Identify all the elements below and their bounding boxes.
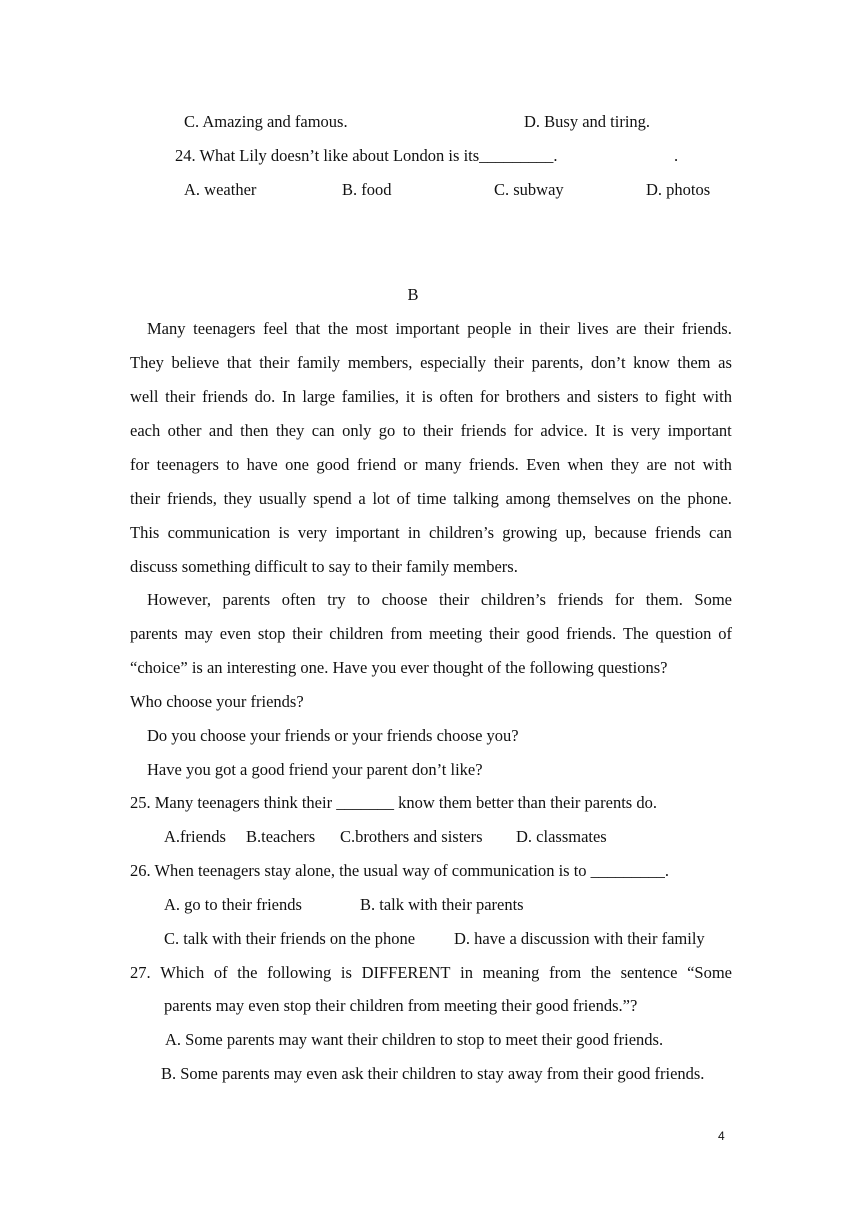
q23-option-c: C. Amazing and famous. bbox=[184, 112, 348, 131]
q26-option-b: B. talk with their parents bbox=[360, 895, 524, 914]
q25-option-c: C.brothers and sisters bbox=[340, 827, 483, 846]
para1-line: They believe that their family members, especially their parents, don’t know them as bbox=[130, 353, 732, 372]
q24-option-c: C. subway bbox=[494, 180, 564, 199]
para1-line: for teenagers to have one good friend or many friends. Even when they are not with bbox=[130, 455, 732, 474]
q26-option-a: A. go to their friends bbox=[164, 895, 302, 914]
para1-line: This communication is very important in children’s growing up, because friends can bbox=[130, 523, 732, 542]
q24-stem: 24. What Lily doesn’t like about London is its_________. bbox=[175, 146, 558, 165]
q23-option-d: D. Busy and tiring. bbox=[524, 112, 651, 131]
page-number: 4 bbox=[718, 1129, 725, 1143]
para2-line: Have you got a good friend your parent don’t like? bbox=[147, 760, 483, 779]
q26-option-d: D. have a discussion with their family bbox=[454, 929, 705, 948]
para2-line: parents may even stop their children from meeting their good friends. The question of bbox=[130, 624, 732, 643]
q25-option-a: A.friends bbox=[164, 827, 226, 846]
q24-option-a: A. weather bbox=[184, 180, 257, 199]
q27-stem-line1: 27. Which of the following is DIFFERENT in meaning from the sentence “Some bbox=[130, 963, 732, 982]
para2-line: Do you choose your friends or your friends choose you? bbox=[147, 726, 519, 745]
section-b-heading: B bbox=[407, 285, 419, 304]
q25-stem: 25. Many teenagers think their _______ know them better than their parents do. bbox=[130, 793, 657, 812]
q26-stem: 26. When teenagers stay alone, the usual way of communication is to _________. bbox=[130, 861, 670, 880]
q24-option-b: B. food bbox=[342, 180, 392, 199]
q27-option-a: A. Some parents may want their children to stop to meet their good friends. bbox=[165, 1030, 664, 1049]
para1-line: Many teenagers feel that the most important people in their lives are their friends. bbox=[147, 319, 732, 338]
q27-stem-line2: parents may even stop their children from meeting their good friends.”? bbox=[164, 996, 638, 1015]
q26-option-c: C. talk with their friends on the phone bbox=[164, 929, 416, 948]
q25-option-d: D. classmates bbox=[516, 827, 607, 846]
para1-line: well their friends do. In large families, it is often for brothers and sisters to fight with bbox=[130, 387, 732, 406]
q24-trailing-dot: . bbox=[674, 146, 679, 165]
para1-line: each other and then they can only go to their friends for advice. It is very important bbox=[130, 421, 732, 440]
para2-line: However, parents often try to choose their children’s friends for them. Some bbox=[147, 590, 732, 609]
para1-line: their friends, they usually spend a lot of time talking among themselves on the phone. bbox=[130, 489, 732, 508]
q25-option-b: B.teachers bbox=[246, 827, 316, 846]
para2-line: Who choose your friends? bbox=[130, 692, 304, 711]
q24-option-d: D. photos bbox=[646, 180, 711, 199]
para1-line: discuss something difficult to say to their family members. bbox=[130, 557, 518, 576]
para2-line: “choice” is an interesting one. Have you ever thought of the following questions? bbox=[130, 658, 668, 677]
q27-option-b: B. Some parents may even ask their children to stay away from their good friends. bbox=[161, 1064, 705, 1083]
